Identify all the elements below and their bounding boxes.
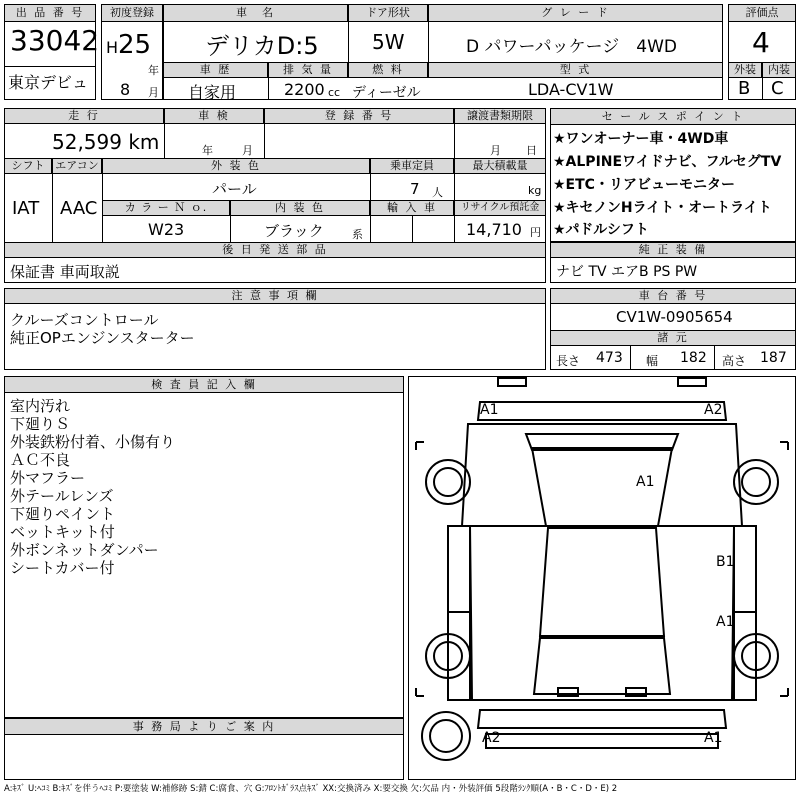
load-header: 最大積載量 bbox=[454, 158, 546, 174]
first-reg-header: 初度登録 bbox=[101, 4, 163, 22]
int-color-unit: 系 bbox=[352, 228, 363, 241]
equip-header: 純 正 装 備 bbox=[550, 242, 796, 258]
notes-header: 注 意 事 項 欄 bbox=[4, 288, 546, 304]
capacity: 7 bbox=[410, 180, 420, 198]
later-parts: 保証書 車両取説 bbox=[10, 263, 120, 281]
later-parts-header: 後 日 発 送 部 品 bbox=[4, 242, 546, 258]
inspector-note-line: 外マフラー bbox=[10, 469, 86, 487]
mileage: 52,599 km bbox=[52, 130, 160, 154]
wid-label: 幅 bbox=[646, 354, 659, 368]
len-label: 長さ bbox=[556, 354, 581, 368]
load-unit: kg bbox=[528, 184, 542, 197]
recycle-unit: 円 bbox=[530, 226, 541, 239]
int-color: ブラック bbox=[264, 222, 324, 240]
inspection-header: 車 検 bbox=[164, 108, 264, 124]
import-header: 輸 入 車 bbox=[370, 200, 454, 216]
int-color-header: 内 装 色 bbox=[230, 200, 370, 216]
history-header: 車 歴 bbox=[163, 62, 268, 78]
shift: IAT bbox=[12, 198, 40, 219]
inspector-note-line: シートカバー付 bbox=[10, 559, 115, 577]
sales-point: ★パドルシフト bbox=[553, 222, 649, 238]
height: 187 bbox=[760, 350, 787, 366]
inspector-note-line: 室内汚れ bbox=[10, 397, 71, 415]
venue: 東京デビュ bbox=[8, 73, 89, 92]
disp-header: 排 気 量 bbox=[268, 62, 348, 78]
reg-year: 25 bbox=[118, 30, 152, 60]
model-type: LDA-CV1W bbox=[528, 80, 614, 99]
sales-point: ★ALPINEワイドナビ、フルセグTV bbox=[553, 154, 782, 170]
fuel-header: 燃 料 bbox=[348, 62, 428, 78]
hgt-label: 高さ bbox=[722, 354, 747, 368]
transfer-header: 譲渡書類期限 bbox=[454, 108, 546, 124]
inspector-note-line: 下廻りペイント bbox=[10, 505, 116, 523]
damage-mark: A1 bbox=[480, 402, 499, 418]
width: 182 bbox=[680, 350, 707, 366]
capacity-unit: 人 bbox=[432, 186, 443, 199]
inspector-note-line: 下廻りＳ bbox=[10, 415, 71, 433]
chassis-header: 車 台 番 号 bbox=[550, 288, 796, 304]
damage-mark: A2 bbox=[482, 730, 501, 746]
car-damage-diagram bbox=[408, 376, 796, 780]
sales-point: ★ETC・リアビューモニター bbox=[553, 177, 735, 193]
color-no-header: カ ラ ー Ｎ ｏ. bbox=[102, 200, 230, 216]
mileage-header: 走 行 bbox=[4, 108, 164, 124]
damage-mark: B1 bbox=[716, 554, 735, 570]
score-header: 評価点 bbox=[728, 4, 796, 22]
model-name: デリカD:5 bbox=[205, 32, 319, 60]
inspector-note-line: 外テールレンズ bbox=[10, 487, 114, 505]
color-header: 外 装 色 bbox=[102, 158, 370, 174]
sales-point: ★キセノンHライト・オートライト bbox=[553, 200, 772, 216]
disp-unit: cc bbox=[328, 86, 341, 99]
equipment: ナビ TV エアB PS PW bbox=[556, 264, 698, 280]
transfer-day-unit: 日 bbox=[526, 144, 537, 157]
insp-year-unit: 年 bbox=[202, 144, 213, 157]
inspector-note-line: ベットキット付 bbox=[10, 523, 115, 541]
sales-point: ★ワンオーナー車・4WD車 bbox=[553, 131, 729, 147]
damage-mark: A2 bbox=[704, 402, 723, 418]
capacity-header: 乗車定員 bbox=[370, 158, 454, 174]
damage-mark: A1 bbox=[704, 730, 723, 746]
lot-number: 33042 bbox=[10, 24, 100, 57]
door-header: ドア形状 bbox=[348, 4, 428, 22]
note-line: クルーズコントロール bbox=[10, 311, 159, 329]
reg-month: 8 bbox=[120, 80, 131, 99]
color-no: W23 bbox=[148, 220, 185, 239]
shift-header: シフト bbox=[4, 158, 52, 174]
lot-number-header: 出 品 番 号 bbox=[4, 4, 96, 22]
sales-header: セ ー ル ス ポ イ ン ト bbox=[550, 108, 796, 125]
regno-header: 登 録 番 号 bbox=[264, 108, 454, 124]
legend: A:ｷｽﾞ U:ﾍｺﾐ B:ｷｽﾞを伴うﾍｺﾐ P:要塗装 W:補修跡 S:錆 C:腐食、穴 G:ﾌﾛﾝﾄｶﾞﾗｽ点ｷｽﾞ XX:交換済み X:要交換 欠:欠品 内・外装評価 5段階ﾗﾝｸ順(A・B・C・D・E) 2 bbox=[4, 784, 618, 794]
chassis-number: CV1W-0905654 bbox=[616, 308, 733, 326]
fuel: ディーゼル bbox=[352, 85, 421, 101]
inspector-header: 検 査 員 記 入 欄 bbox=[4, 376, 404, 393]
door-type: 5W bbox=[372, 30, 405, 54]
month-unit: 月 bbox=[148, 86, 159, 99]
transfer-month-unit: 月 bbox=[490, 144, 501, 157]
type-header: 型 式 bbox=[428, 62, 723, 78]
grade-header: グ レ ー ド bbox=[428, 4, 723, 22]
dims-header: 諸 元 bbox=[550, 330, 796, 346]
history: 自家用 bbox=[188, 83, 237, 102]
model-header: 車 名 bbox=[163, 4, 348, 22]
ext-grade: B bbox=[738, 78, 751, 99]
inspector-note-line: 外装鉄粉付着、小傷有り bbox=[10, 433, 176, 451]
score: 4 bbox=[752, 26, 770, 59]
ac-header: エアコン bbox=[52, 158, 102, 174]
inspector-note-line: ＡＣ不良 bbox=[10, 451, 71, 469]
era: H bbox=[106, 38, 119, 57]
year-unit: 年 bbox=[148, 64, 159, 77]
length: 473 bbox=[596, 350, 623, 366]
recycle-fee: 14,710 bbox=[466, 220, 522, 239]
grade: D パワーパッケージ 4WD bbox=[466, 37, 678, 57]
body-color: パール bbox=[212, 180, 257, 198]
note-line: 純正OPエンジンスターター bbox=[10, 329, 195, 347]
insp-month-unit: 月 bbox=[242, 144, 253, 157]
office-header: 事 務 局 よ り ご 案 内 bbox=[4, 718, 404, 735]
recycle-header: リサイクル預託金 bbox=[454, 200, 546, 216]
damage-mark: A1 bbox=[636, 474, 655, 490]
int-grade: C bbox=[771, 78, 784, 99]
damage-mark: A1 bbox=[716, 614, 735, 630]
ac: AAC bbox=[60, 198, 98, 219]
int-header: 内装 bbox=[762, 62, 796, 78]
ext-header: 外装 bbox=[728, 62, 762, 78]
inspector-note-line: 外ボンネットダンパー bbox=[10, 541, 159, 559]
displacement: 2200 bbox=[284, 80, 325, 99]
